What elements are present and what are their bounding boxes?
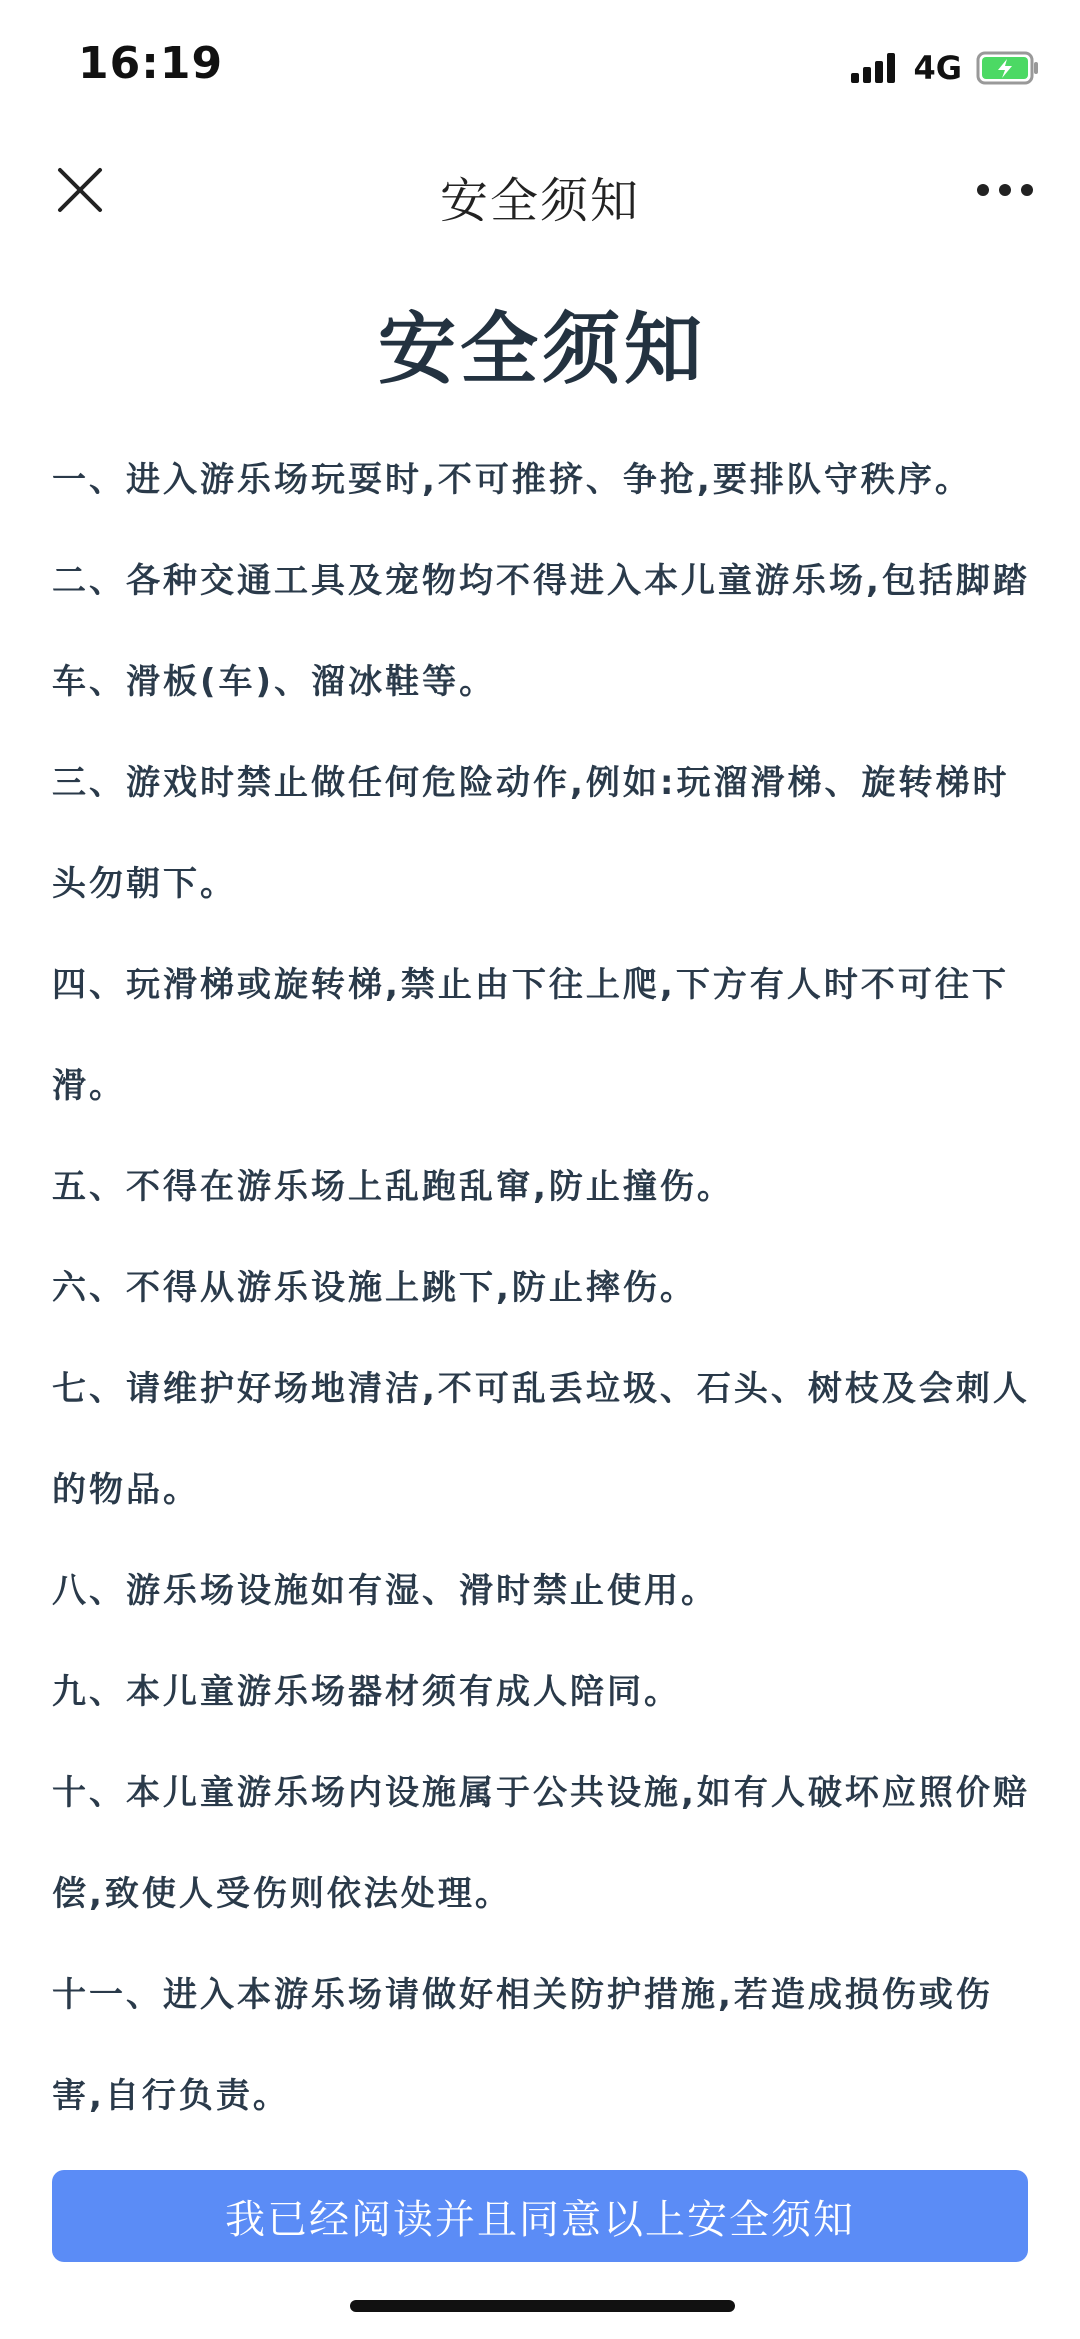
nav-bar [0,130,1080,250]
rule-item: 七、请维护好场地清洁,不可乱丢垃圾、石头、树枝及会刺人的物品。 [52,1369,1030,1510]
battery-charging-icon [976,50,1040,86]
content [52,300,1032,2147]
network-label: 4G [913,49,962,87]
rule-item: 二、各种交通工具及宠物均不得进入本儿童游乐场,包括脚踏车、滑板(车)、溜冰鞋等。 [52,561,1030,702]
rule-item: 九、本儿童游乐场器材须有成人陪同。 [52,1672,681,1712]
nav-title: 安全须知 [439,173,640,229]
agree-button[interactable]: 我已经阅读并且同意以上安全须知 [52,2170,1028,2262]
status-icons [851,48,1040,88]
status-time: 16:19 [78,38,224,89]
more-icon [975,182,1035,198]
rule-item: 十、本儿童游乐场内设施属于公共设施,如有人破坏应照价赔偿,致使人受伤则依法处理。 [52,1773,1030,1914]
home-indicator[interactable] [350,2300,735,2312]
rule-item: 六、不得从游乐设施上跳下,防止摔伤。 [52,1268,697,1308]
more-button[interactable] [960,160,1050,220]
rules-list [52,430,1032,2147]
rule-item: 十一、进入本游乐场请做好相关防护措施,若造成损伤或伤害,自行负责。 [52,1975,993,2116]
rule-item: 一、进入游乐场玩耍时,不可推挤、争抢,要排队守秩序。 [52,460,972,500]
page-title: 安全须知 [377,305,706,395]
rule-item: 三、游戏时禁止做任何危险动作,例如:玩溜滑梯、旋转梯时头勿朝下。 [52,763,1010,904]
rule-item: 五、不得在游乐场上乱跑乱窜,防止撞伤。 [52,1167,734,1207]
rule-item: 八、游乐场设施如有湿、滑时禁止使用。 [52,1571,718,1611]
status-bar [0,0,1080,130]
signal-icon [851,53,899,83]
rule-item: 四、玩滑梯或旋转梯,禁止由下往上爬,下方有人时不可往下滑。 [52,965,1009,1106]
